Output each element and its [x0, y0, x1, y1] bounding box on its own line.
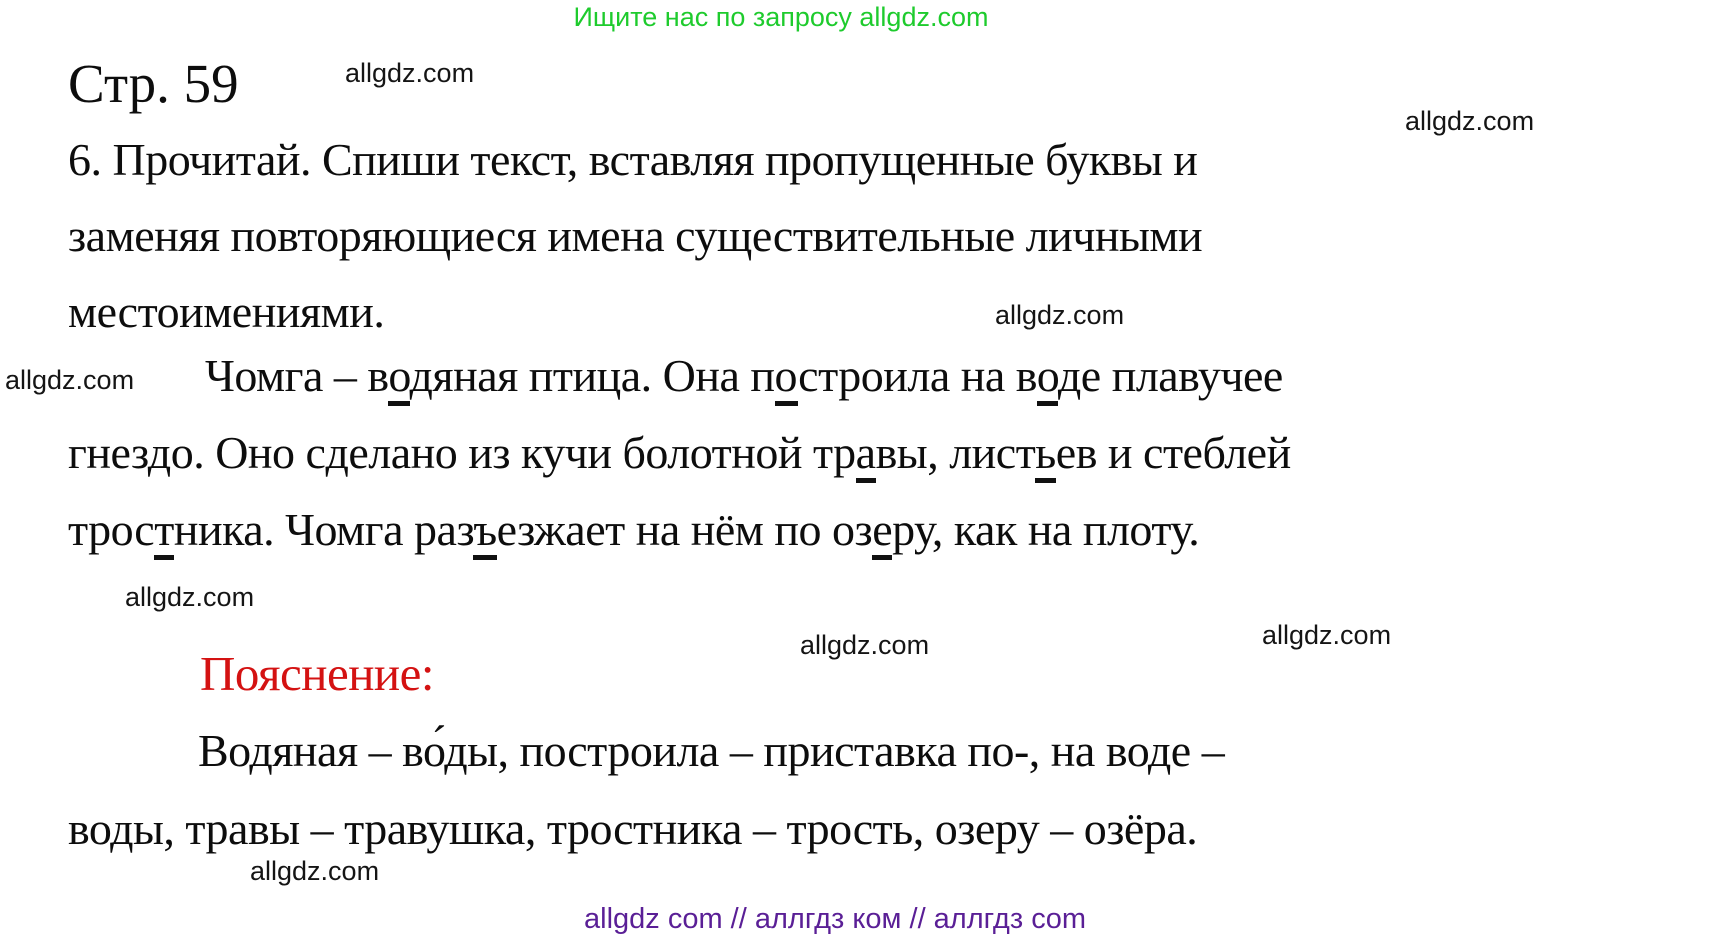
- text-line: [68, 414, 1291, 491]
- text-segment: дяная птица. Она п: [409, 350, 775, 401]
- watermark: allgdz.com: [1405, 106, 1535, 136]
- text-line: [68, 712, 1224, 790]
- text-segment: воды, травы – травушка, тростника – трость, озеру – озёра.: [68, 803, 1198, 854]
- watermark: allgdz.com: [125, 582, 255, 612]
- exercise-task-text: [68, 122, 1202, 350]
- watermark: allgdz.com: [800, 630, 930, 660]
- text-line: [68, 790, 1224, 868]
- underlined-letter: о: [388, 350, 409, 406]
- footer-site-names: allgdz com // аллгдз ком // аллгдз com: [584, 903, 1086, 935]
- text-line: [68, 122, 1202, 198]
- watermark: allgdz.com: [5, 365, 135, 395]
- underlined-letter: ь: [1035, 427, 1055, 483]
- text-segment: вы, лист: [875, 427, 1036, 478]
- promo-banner: Ищите нас по запросу allgdz.com: [573, 2, 989, 32]
- underlined-letter: о: [1037, 350, 1058, 406]
- text-line: [68, 198, 1202, 274]
- text-segment: строила на в: [798, 350, 1037, 401]
- text-segment: 6. Прочитай. Спиши текст, вставляя пропущенные буквы и: [68, 134, 1198, 185]
- text-segment: Водяная – во́ды, построила – приставка по-, на воде –: [198, 725, 1225, 776]
- text-segment: езжает на нём по оз: [496, 504, 873, 555]
- text-segment: Чомга – в: [205, 350, 389, 401]
- watermark: allgdz.com: [995, 300, 1125, 330]
- underlined-letter: а: [856, 427, 876, 483]
- text-segment: ев и стеблей: [1055, 427, 1291, 478]
- watermark: allgdz.com: [250, 856, 380, 886]
- text-line: [68, 491, 1291, 568]
- page-number-label: Стр. 59: [68, 53, 239, 114]
- text-segment: ника. Чомга раз: [173, 504, 474, 555]
- underlined-letter: ъ: [473, 504, 496, 560]
- text-segment: де плавучее: [1057, 350, 1283, 401]
- watermark: allgdz.com: [1262, 620, 1392, 650]
- watermark: allgdz.com: [345, 58, 475, 88]
- explanation-heading: Пояснение:: [200, 646, 435, 701]
- exercise-answer-text: [68, 337, 1291, 568]
- explanation-text: [68, 712, 1224, 868]
- text-segment: местоимениями.: [68, 286, 385, 337]
- underlined-letter: е: [872, 504, 892, 560]
- text-segment: трос: [68, 504, 155, 555]
- underlined-letter: о: [775, 350, 799, 406]
- text-line: [68, 337, 1291, 414]
- text-segment: заменяя повторяющиеся имена существительные личными: [68, 210, 1203, 261]
- underlined-letter: т: [154, 504, 174, 560]
- text-segment: гнездо. Оно сделано из кучи болотной тр: [68, 427, 856, 478]
- text-segment: ру, как на плоту.: [892, 504, 1200, 555]
